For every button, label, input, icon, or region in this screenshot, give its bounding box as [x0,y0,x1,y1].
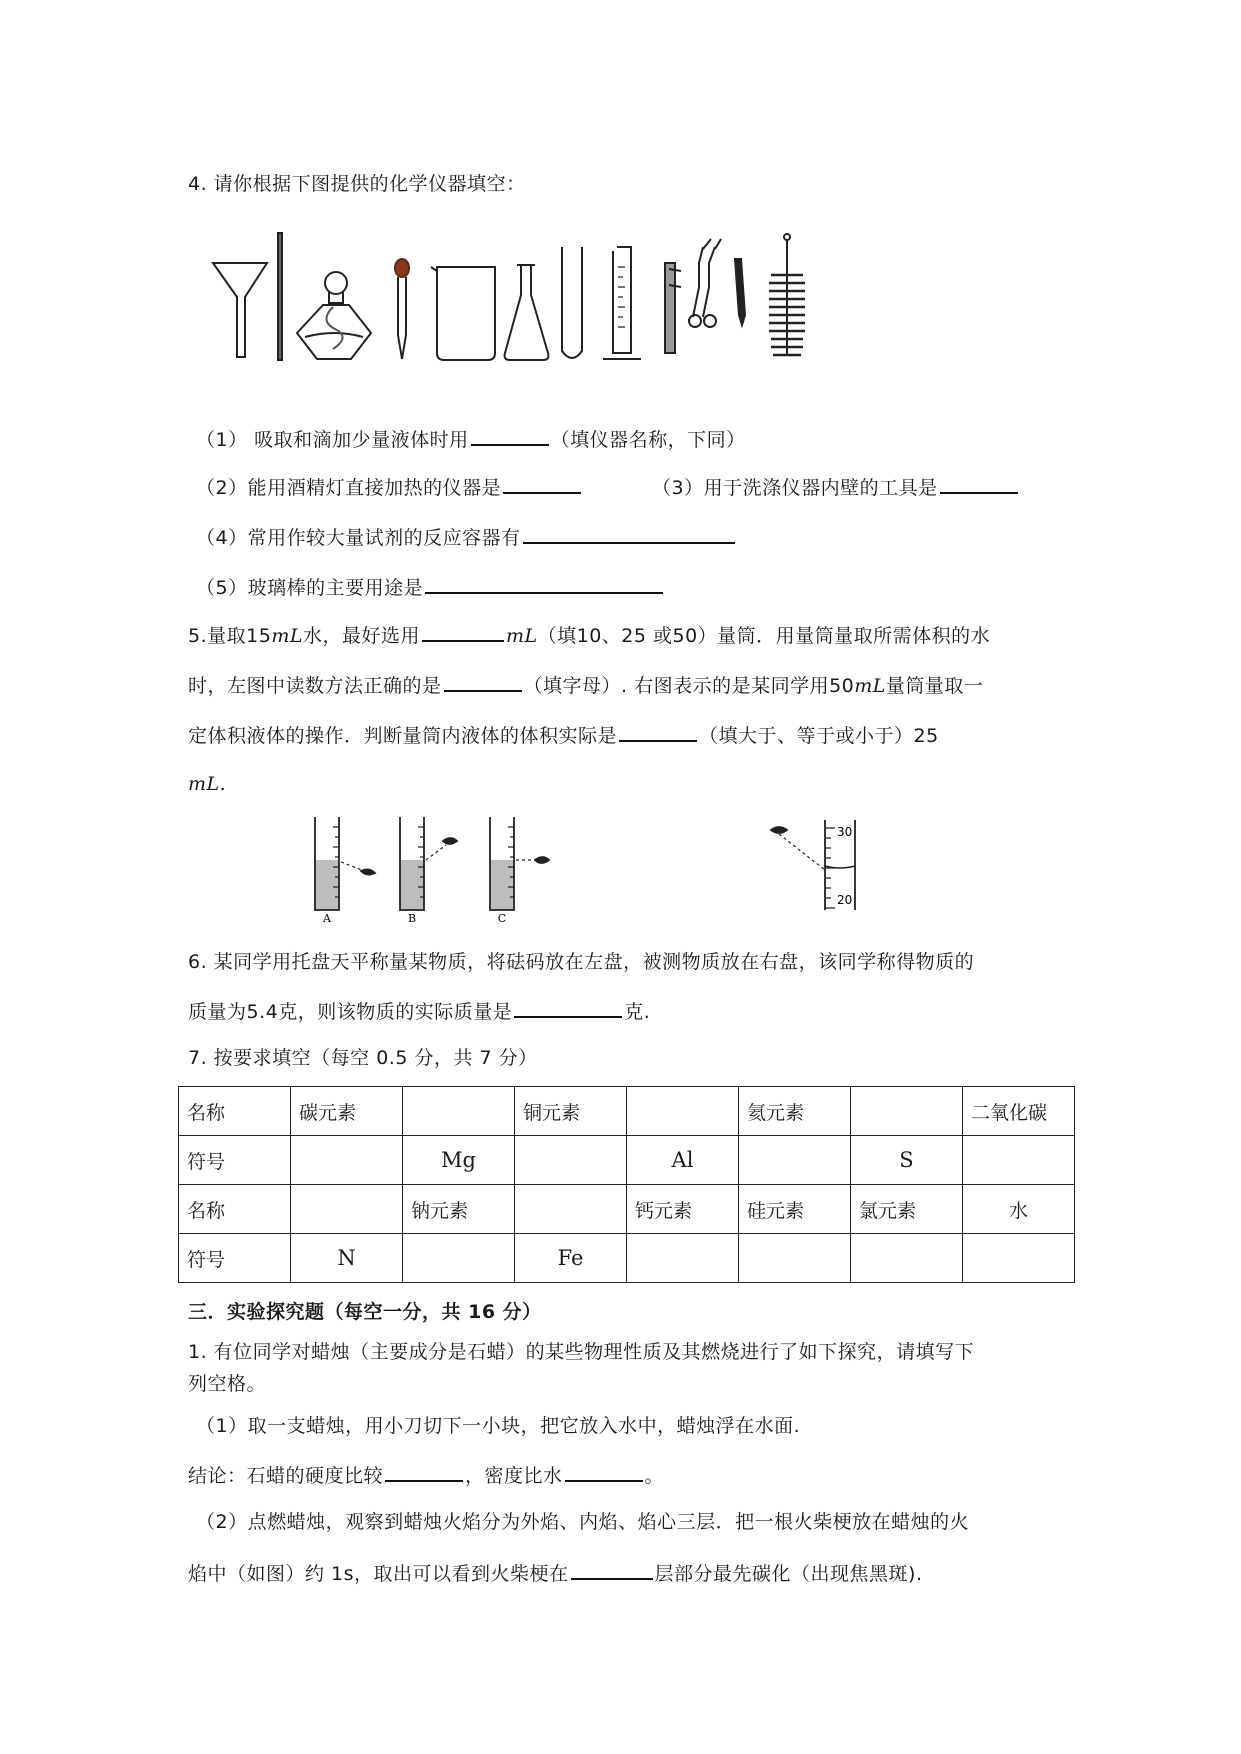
table-cell: Mg [403,1136,515,1185]
q4-item-4 [196,524,737,550]
crucible-tongs-icon [689,239,721,327]
q5-l1e: （填10、25 或50）量筒．用量筒量取所需体积的水 [537,625,991,647]
s3-s2c: 层部分最先碳化（出现焦黑斑). [654,1563,923,1585]
section-3-title: 三．实验探究题（每空一分，共 16 分） [188,1301,542,1323]
q5-l2a: 时，左图中读数方法正确的是 [188,675,442,697]
table-cell[interactable] [739,1136,851,1185]
q4-item-2 [196,474,583,500]
q5-l1a: 5.量取15 [188,625,272,647]
table-cell[interactable] [403,1234,515,1283]
conical-flask-icon [505,265,549,360]
answer-blank-1[interactable] [471,426,549,446]
answer-blank-4[interactable] [523,524,735,544]
q5-unit-3: mL [854,675,886,697]
s3-c1a: 结论：石蜡的硬度比较 [188,1465,384,1487]
fig-label-c: C [497,912,507,925]
q5-l2b: （填字母）. 右图表示的是某同学用50 [523,675,855,697]
table-cell[interactable] [963,1136,1075,1185]
q5-line-4: mL. [188,773,227,795]
s3-q1-line-1: 1. 有位同学对蜡烛（主要成分是石蜡）的某些物理性质及其燃烧进行了如下探究，请填写下 [188,1341,975,1363]
table-cell: 名称 [179,1087,291,1136]
graduated-cylinder-icon [603,247,641,359]
s3-step-1: （1）取一支蜡烛，用小刀切下一小块，把它放入水中，蜡烛浮在水面. [196,1415,801,1437]
q5-l3b: （填大于、等于或小于）25 [699,725,939,747]
q6-l2a: 质量为5.4克，则该物质的实际质量是 [188,1001,513,1023]
answer-blank-2[interactable] [503,474,581,494]
s3-c1c: 。 [644,1465,665,1487]
table-cell: 名称 [179,1185,291,1234]
q4-title: 4. 请你根据下图提供的化学仪器填空： [188,173,526,195]
q4-item-5 [196,574,665,600]
table-cell[interactable] [627,1234,739,1283]
q4-p1-text: （1） 吸取和滴加少量液体时用 [196,429,469,451]
reading-methods-figure [305,815,575,925]
fig-label-a: A [323,912,331,925]
s3-step-2-line-1: （2）点燃蜡烛，观察到蜡烛火焰分为外焰、内焰、焰心三层．把一根火柴梗放在蜡烛的火 [196,1511,970,1533]
table-cell: 氦元素 [739,1087,851,1136]
q5-unit-2: mL [505,625,538,647]
table-cell: 钠元素 [403,1185,515,1234]
dropper-icon [395,259,409,359]
table-cell: 氯元素 [851,1185,963,1234]
table-cell: Al [627,1136,739,1185]
table-cell[interactable] [515,1185,627,1234]
table-cell: 碳元素 [291,1087,403,1136]
q6-line-1: 6. 某同学用托盘天平称量某物质，将砝码放在左盘，被测物质放在右盘，该同学称得物质的 [188,951,975,973]
answer-blank-9[interactable] [514,998,622,1018]
table-cell[interactable] [851,1234,963,1283]
test-tube-brush-icon [769,234,805,355]
s3-s2b: 焰中（如图）约 1s，取出可以看到火柴梗在 [188,1563,569,1585]
table-cell: 符号 [179,1136,291,1185]
answer-blank-8[interactable] [619,722,697,742]
table-cell: 符号 [179,1234,291,1283]
s3-q1-line-2: 列空格。 [188,1373,267,1395]
q6-l2b: 克. [624,1001,651,1023]
test-tube-icon [562,247,582,358]
glass-rod-icon [278,233,282,360]
q4-p5-text: （5）玻璃棒的主要用途是 [196,577,424,599]
table-cell: 硅元素 [739,1185,851,1234]
tweezers-icon [735,259,745,325]
q5-l2d: 量筒量取一 [885,675,984,697]
answer-blank-5[interactable] [425,574,663,594]
answer-blank-3[interactable] [940,474,1018,494]
answer-blank-10[interactable] [385,1462,463,1482]
s3-c1b: ，密度比水 [465,1465,563,1487]
table-cell[interactable] [739,1234,851,1283]
q5-l1c: 水，最好选用 [302,625,420,647]
fig-label-b: B [407,912,417,925]
table-row [179,1185,1075,1234]
table-cell[interactable] [627,1087,739,1136]
s3-step-2-line-2 [188,1560,922,1586]
table-cell: N [291,1234,403,1283]
test-tube-holder-icon [665,263,681,353]
table-cell: S [851,1136,963,1185]
cylinder-reading-figure [765,820,875,915]
answer-blank-6[interactable] [422,622,504,642]
alcohol-lamp-icon [297,272,371,359]
scale-label-30: 30 [837,825,853,839]
answer-blank-11[interactable] [565,1462,643,1482]
table-cell[interactable] [851,1087,963,1136]
s3-conclusion-1 [188,1462,664,1488]
table-cell[interactable] [403,1087,515,1136]
element-table [178,1086,1075,1283]
apparatus-figure [205,225,885,380]
table-cell[interactable] [515,1136,627,1185]
table-cell: 钙元素 [627,1185,739,1234]
q4-p3-text: （3）用于洗涤仪器内壁的工具是 [652,477,938,499]
table-cell: 水 [963,1185,1075,1234]
table-cell[interactable] [963,1234,1075,1283]
q7-title: 7. 按要求填空（每空 0.5 分，共 7 分） [188,1047,538,1069]
table-cell: 二氧化碳 [963,1087,1075,1136]
table-row [179,1136,1075,1185]
scale-label-20: 20 [837,893,853,907]
q5-line-2 [188,672,983,698]
answer-blank-7[interactable] [444,672,522,692]
q5-line-1 [188,622,990,648]
q5-l3a: 定体积液体的操作．判断量筒内液体的体积实际是 [188,725,618,747]
q4-item-3 [652,474,1020,500]
table-cell: 铜元素 [515,1087,627,1136]
table-cell[interactable] [291,1185,403,1234]
q4-item-1 [196,426,746,452]
q5-line-3 [188,722,939,748]
beaker-icon [431,267,495,360]
table-cell[interactable] [291,1136,403,1185]
funnel-icon [213,263,267,357]
table-row [179,1234,1075,1283]
q6-line-2 [188,998,650,1024]
q5-unit-1: mL [271,625,303,647]
q4-p1-hint: （填仪器名称，下同） [550,429,746,451]
table-row [179,1087,1075,1136]
table-cell: Fe [515,1234,627,1283]
answer-blank-12[interactable] [571,1560,653,1580]
q4-p4-text: （4）常用作较大量试剂的反应容器有 [196,527,521,549]
q4-p2-text: （2）能用酒精灯直接加热的仪器是 [196,477,502,499]
